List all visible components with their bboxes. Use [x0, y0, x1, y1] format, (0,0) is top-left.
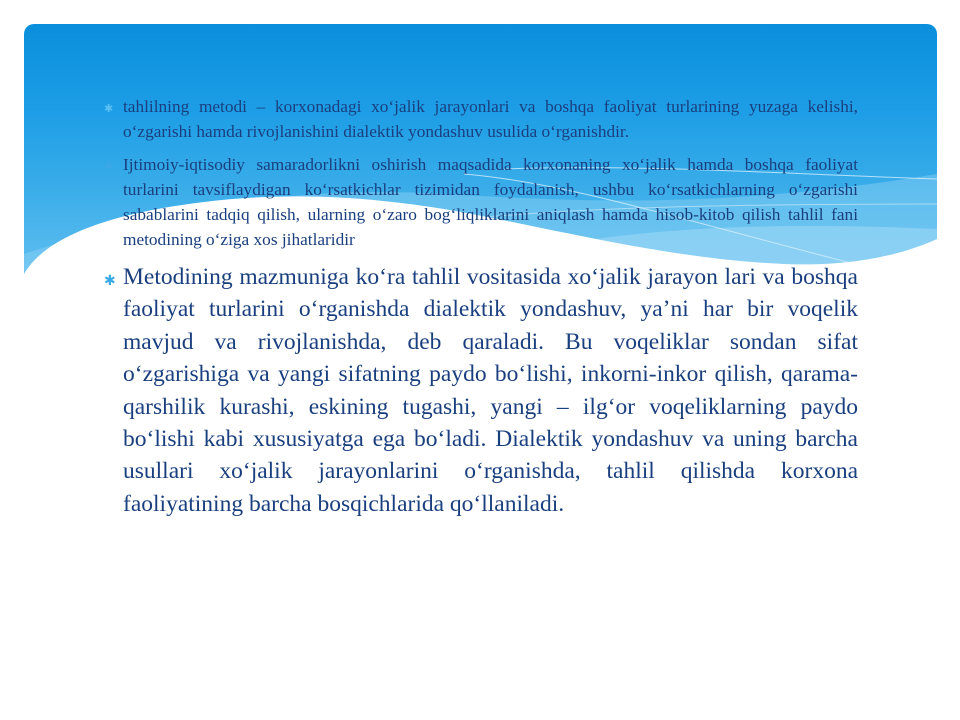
bullet-item: [104, 94, 858, 144]
bullet-item: [104, 261, 858, 520]
bullet-item: [104, 152, 858, 252]
bullet-text: Metodining mazmuniga ko‘ra tahlil vositasida xo‘jalik jarayon lari va boshqa faoliyat turlarini o‘rganishda dialektik yondashuv, ya’ni har bir voqelik mavjud va rivojlanishda, deb qaraladi. Bu voqeliklar sondan sifat o‘zgarishiga va yangi sifatning paydo bo‘lishi, inkorni-inkor qilish, qarama-qarshilik kurashi, eskining tugashi, yangi – ilg‘or voqeliklarning paydo bo‘lishi kabi xususiyatga ega bo‘ladi. Dialektik yondashuv va uning barcha usullari xo‘jalik jarayonlarini o‘rganishda, tahlil qilishda korxona faoliyatining barcha bosqichlarida qo‘llaniladi.: [123, 264, 858, 517]
slide-body: [104, 94, 858, 520]
asterisk-bullet-icon: ✱: [104, 102, 114, 115]
bullet-text: tahlilning metodi – korxonadagi xo‘jalik jarayonlari va boshqa faoliyat turlarining yuzaga kelishi, o‘zgarishi hamda rivojlanishini dialektik yondashuv usulida o‘rganishdir.: [123, 97, 858, 141]
asterisk-bullet-icon: ✱: [104, 273, 116, 289]
asterisk-bullet-icon: ✱: [104, 160, 114, 173]
bullet-text: Ijtimoiy-iqtisodiy samaradorlikni oshirish maqsadida korxonaning xo‘jalik hamda boshqa faoliyat turlarini tavsiflaydigan ko‘rsatkichlar tizimidan foydalanish, ushbu ko‘rsatkichlarning o‘zgarishi sabablarini tadqiq qilish, ularning o‘zaro bog‘liqliklarini aniqlash hamda hisob-kitob qilish tahlil fani metodining o‘ziga xos jihatlaridir: [123, 155, 858, 249]
